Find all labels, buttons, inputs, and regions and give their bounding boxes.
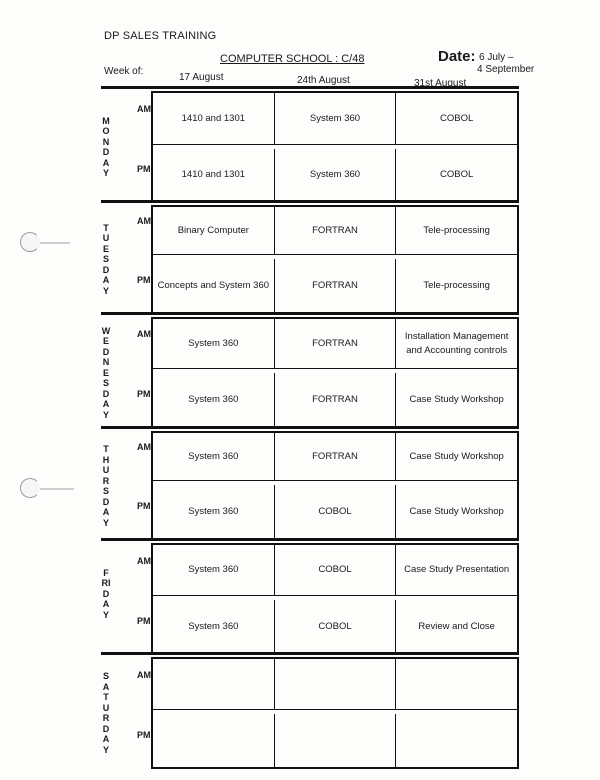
session-title: Binary Computer <box>177 224 249 236</box>
pm-row <box>153 485 517 539</box>
am-label: AM <box>137 555 151 566</box>
session-title: System 360 <box>309 112 361 124</box>
week-header-2: 24th August <box>297 75 350 86</box>
am-row <box>153 433 517 481</box>
session-title: Tele-processing <box>423 224 490 236</box>
session-title: FORTRAN <box>312 337 358 349</box>
am-row <box>153 93 517 145</box>
day-name: WEDNESDAY <box>101 325 111 420</box>
schedule-cell <box>153 319 274 368</box>
schedule-cell <box>153 207 274 254</box>
day-grid <box>151 205 519 314</box>
punch-hole-tear <box>40 488 74 490</box>
session-title: COBOL <box>318 506 352 517</box>
session-title: System 360 <box>309 169 361 180</box>
pm-row <box>153 373 517 427</box>
day-name: THURSDAY <box>102 444 110 528</box>
day-grid <box>151 431 519 541</box>
session-title: Review and Close <box>418 620 495 632</box>
am-label: AM <box>137 669 151 680</box>
session-title: System 360 <box>188 394 239 405</box>
schedule-cell <box>395 545 517 595</box>
schedule-cell <box>153 545 274 595</box>
schedule-cell <box>395 373 517 427</box>
session-title: Installation Management and Accounting controls <box>404 330 509 356</box>
day-block-thursday <box>101 426 519 543</box>
schedule-cell <box>274 545 396 595</box>
pm-label: PM <box>137 274 151 285</box>
day-name: FRIDAY <box>101 567 111 620</box>
week-of-label: Week of: <box>104 66 144 77</box>
pm-label: PM <box>137 615 151 626</box>
session-title: Concepts and System 360 <box>157 279 270 291</box>
schedule-cell <box>274 714 396 767</box>
session-title: FORTRAN <box>312 224 358 236</box>
session-title: COBOL <box>440 112 474 124</box>
am-row <box>153 545 517 596</box>
session-title: FORTRAN <box>312 279 358 291</box>
day-block-friday <box>101 538 519 657</box>
date-from: 6 July – <box>479 52 514 63</box>
session-title: COBOL <box>440 169 474 180</box>
day-block-tuesday <box>101 200 519 316</box>
schedule-cell <box>395 259 517 312</box>
am-label: AM <box>137 329 151 339</box>
session-title: COBOL <box>318 620 352 632</box>
week-header-1: 17 August <box>179 72 224 83</box>
session-title: COBOL <box>318 564 352 575</box>
session-title: Case Study Workshop <box>409 450 504 462</box>
pm-label: PM <box>137 389 151 399</box>
day-grid <box>151 543 519 655</box>
am-row <box>153 659 517 710</box>
session-title: System 360 <box>188 450 239 462</box>
session-title: Case Study Workshop <box>409 506 504 517</box>
day-block-monday <box>101 86 519 205</box>
session-title: System 360 <box>188 620 239 632</box>
school-heading: COMPUTER SCHOOL : C/48 <box>220 53 365 65</box>
pm-row <box>153 714 517 767</box>
session-title: System 360 <box>188 506 239 517</box>
day-name: MONDAY <box>102 115 110 178</box>
schedule-cell <box>395 485 517 539</box>
schedule-cell <box>395 149 517 201</box>
pm-label: PM <box>137 164 151 174</box>
schedule-cell <box>153 373 274 427</box>
week-header-3: 31st August <box>414 78 467 89</box>
schedule-cell <box>395 433 517 480</box>
date-to: 4 September <box>477 64 535 75</box>
day-block-saturday <box>101 652 519 771</box>
pm-label: PM <box>137 501 151 511</box>
punch-hole-icon <box>20 478 40 498</box>
schedule-cell <box>153 600 274 653</box>
am-label: AM <box>137 216 151 226</box>
pm-row <box>153 259 517 312</box>
schedule-cell <box>274 207 396 254</box>
schedule-cell <box>153 93 274 144</box>
schedule-cell <box>274 93 396 144</box>
punch-hole-icon <box>20 232 40 252</box>
schedule-cell <box>274 600 396 653</box>
schedule-cell <box>274 319 396 368</box>
schedule-cell <box>274 149 396 201</box>
schedule-cell <box>395 207 517 254</box>
session-title: Tele-processing <box>423 279 490 291</box>
session-title: 1410 and 1301 <box>181 112 246 124</box>
schedule-cell <box>395 600 517 653</box>
day-grid <box>151 317 519 429</box>
schedule-cell <box>274 373 396 427</box>
session-title: Case Study Presentation <box>404 564 510 575</box>
pm-label: PM <box>137 729 151 740</box>
schedule-cell <box>274 433 396 480</box>
day-block-wednesday <box>101 312 519 431</box>
schedule-cell <box>153 485 274 539</box>
date-label: Date: <box>438 48 476 65</box>
am-row <box>153 319 517 369</box>
session-title: 1410 and 1301 <box>181 169 246 180</box>
schedule-cell <box>395 319 517 368</box>
schedule-cell <box>153 259 274 312</box>
session-title: Case Study Workshop <box>409 394 504 405</box>
schedule-cell <box>153 714 274 767</box>
am-row <box>153 207 517 255</box>
schedule-cell <box>395 714 517 767</box>
pm-row <box>153 149 517 201</box>
schedule-cell <box>153 659 274 709</box>
session-title: System 360 <box>188 564 239 575</box>
day-grid <box>151 657 519 769</box>
session-title: System 360 <box>188 337 239 349</box>
schedule-cell <box>395 659 517 709</box>
day-name: TUESDAY <box>102 222 110 296</box>
schedule-cell <box>395 93 517 144</box>
schedule-cell <box>153 433 274 480</box>
schedule-cell <box>274 659 396 709</box>
session-title: FORTRAN <box>312 450 358 462</box>
pm-row <box>153 600 517 653</box>
schedule-cell <box>274 485 396 539</box>
session-title: FORTRAN <box>312 394 358 405</box>
day-grid <box>151 91 519 203</box>
am-label: AM <box>137 104 151 114</box>
day-name: SATURDAY <box>102 671 110 755</box>
schedule-cell <box>274 259 396 312</box>
am-label: AM <box>137 442 151 452</box>
schedule-cell <box>153 149 274 201</box>
page-title: DP SALES TRAINING <box>104 30 217 42</box>
punch-hole-tear <box>40 242 70 244</box>
